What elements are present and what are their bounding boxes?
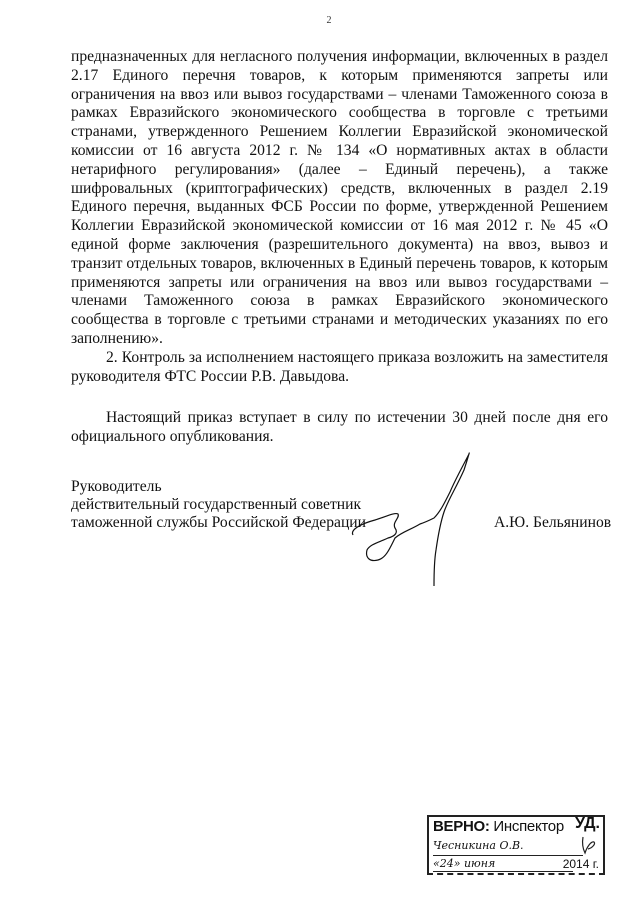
stamp-year (563, 857, 599, 871)
stamp-date-underline (433, 871, 573, 872)
signatory-title-line-3: таможенной службы Российской Федерации (71, 514, 366, 532)
stamp-date-month: июня (463, 857, 496, 870)
signatory-title-line-1: Руководитель (71, 478, 162, 495)
paragraph-continuation: предназначенных для негласного получения информации, включенных в раздел 2.17 Единого перечня товаров, к которым применяются запреты или ограничения на ввоз или вывоз государствами – членами Таможенного союза в рамках Евразийского экономического сообщества в торговле с третьими странами, утвержденного Решением Коллегии Евразийской экономической комиссии от 16 августа 2012 г. № 134 «О нормативных актах в области нетарифного регулирования» (далее – Единый перечень), а также шифровальных (криптографических) средств, включенных в раздел 2.19 Единого перечня, выданных ФСБ России по форме, утвержденной Решением Коллегии Евразийской экономической комиссии от 16 мая 2012 г. № 45 «О единой форме заключения (разрешительного документа) на ввоз, вывоз и транзит отдельных товаров, включенных в Единый перечень товаров, к которым применяются запреты или ограничения на ввоз или вывоз государствами – членами Таможенного союза в рамках Евразийского экономического сообщества в торговле с третьими странами и методических указаниях по его заполнению». (71, 48, 608, 347)
signer-name: А.Ю. Бельянинов (494, 514, 612, 531)
handwritten-signature (340, 440, 500, 600)
signatory-title-line-2: действительный государственный советник (71, 496, 362, 514)
paragraph-gap (71, 386, 608, 409)
stamp-department: УД. (575, 815, 600, 832)
paragraph-item-2: 2. Контроль за исполнением настоящего приказа возложить на заместителя руководителя ФТС России Р.В. Давыдова. (71, 348, 608, 385)
stamp-year-value: 2014 (562, 857, 590, 871)
stamp-verified-label: ВЕРНО: (433, 818, 490, 835)
stamp-inspector-name: Чесникина О.В. (433, 839, 583, 856)
stamp-date-day: «24» (433, 857, 461, 870)
document-body (71, 48, 608, 447)
paragraph-effective-date: Настоящий приказ вступает в силу по истечении 30 дней после дня его официального опубликования. (71, 409, 608, 446)
stamp-year-suffix: г. (592, 857, 599, 871)
stamp-header (433, 818, 564, 835)
certification-stamp (427, 815, 605, 875)
page-number: 2 (326, 15, 332, 26)
stamp-date (433, 857, 573, 872)
stamp-role: Инспектор (493, 818, 564, 835)
